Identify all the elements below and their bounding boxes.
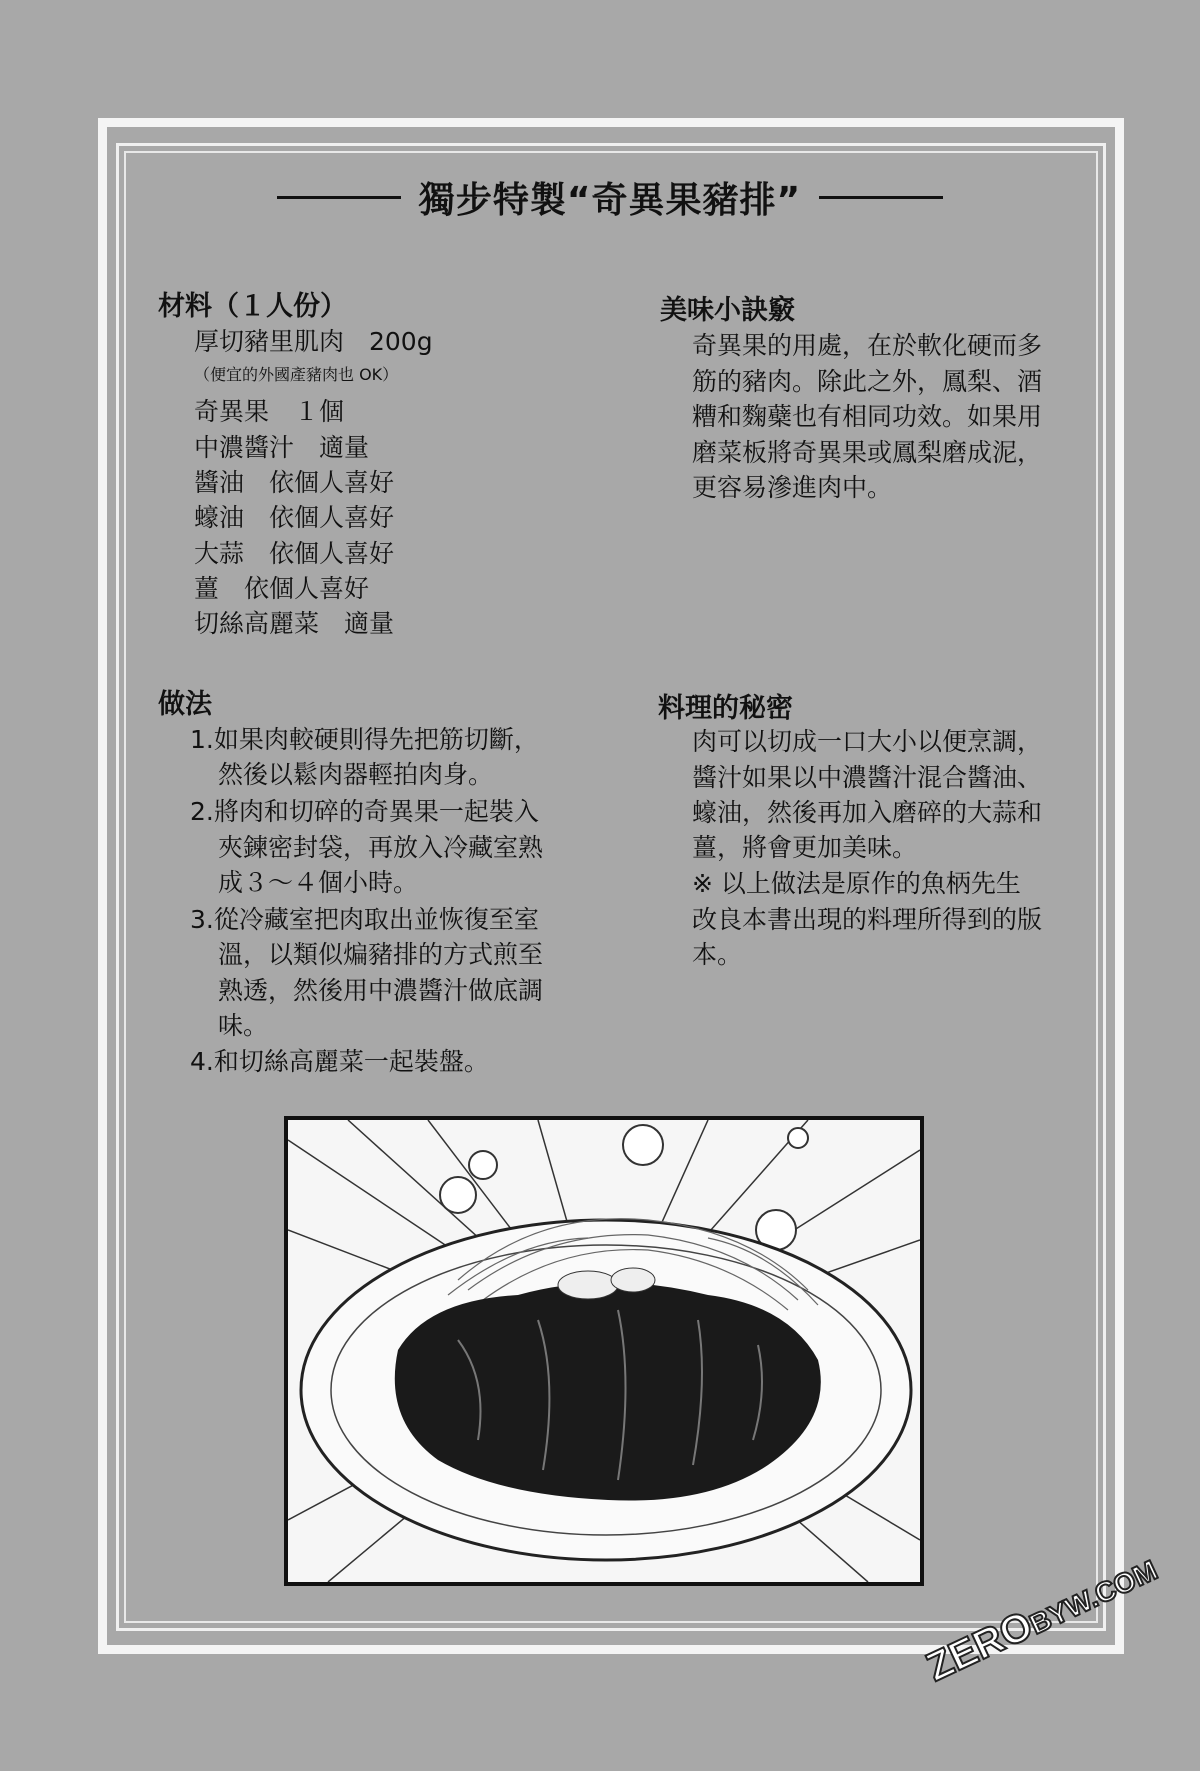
page-title [150, 172, 1070, 222]
secret-line: 肉可以切成一口大小以便烹調， [692, 727, 1043, 756]
watermark-sub: BYW.COM [1024, 1554, 1163, 1641]
secret-line: 醬汁如果以中濃醬汁混合醬油、 [692, 763, 1043, 792]
ingredients-heading: 材料（１人份） [158, 291, 347, 322]
pork-cutlet-plate-icon [288, 1120, 920, 1582]
method-step-2: 2.將肉和切碎的奇異果一起裝入 [190, 797, 539, 826]
method-step-1: 1.如果肉較硬則得先把筋切斷， [190, 725, 539, 754]
method-heading: 做法 [158, 689, 212, 720]
tips-line: 奇異果的用處，在於軟化硬而多 [692, 331, 1043, 360]
ingredient-item: 蠔油 依個人喜好 [194, 503, 395, 532]
secret-line: ※ 以上做法是原作的魚柄先生 [692, 869, 1021, 898]
tips-line: 更容易滲進肉中。 [692, 473, 893, 502]
ingredient-item: 醬油 依個人喜好 [194, 468, 395, 497]
ingredient-item: 薑 依個人喜好 [194, 574, 370, 603]
ingredient-note: （便宜的外國產豬肉也 OK） [194, 365, 399, 384]
secret-line: 本。 [692, 940, 743, 969]
method-step-4: 4.和切絲高麗菜一起裝盤。 [190, 1047, 489, 1076]
ingredient-item: 奇異果 １個 [194, 397, 345, 426]
method-step-1-cont: 然後以鬆肉器輕拍肉身。 [218, 760, 494, 789]
tips-line: 磨菜板將奇異果或鳳梨磨成泥， [692, 438, 1043, 467]
watermark-main: ZERO [920, 1603, 1040, 1690]
method-step-2-cont: 成３～４個小時。 [218, 868, 419, 897]
method-step-3-cont: 溫，以類似煸豬排的方式煎至 [218, 940, 544, 969]
method-step-3: 3.從冷藏室把肉取出並恢復至室 [190, 905, 539, 934]
secret-line: 薑，將會更加美味。 [692, 833, 918, 862]
title-text: 獨步特製“奇異果豬排” [418, 179, 802, 221]
dish-illustration [284, 1116, 924, 1586]
tips-heading: 美味小訣竅 [660, 295, 795, 326]
ingredient-item: 大蒜 依個人喜好 [194, 539, 395, 568]
secret-heading: 料理的秘密 [658, 693, 793, 724]
method-step-2-cont: 夾鍊密封袋，再放入冷藏室熟 [218, 833, 544, 862]
ingredient-item: 中濃醬汁 適量 [194, 433, 370, 462]
ingredient-item: 厚切豬里肌肉 200g [194, 327, 433, 356]
secret-line: 改良本書出現的料理所得到的版 [692, 905, 1043, 934]
ingredient-item: 切絲高麗菜 適量 [194, 609, 395, 638]
title-rule-right [819, 196, 943, 199]
method-step-3-cont: 味。 [218, 1011, 269, 1040]
tips-line: 筋的豬肉。除此之外，鳳梨、酒 [692, 367, 1043, 396]
secret-line: 蠔油，然後再加入磨碎的大蒜和 [692, 798, 1043, 827]
title-rule-left [277, 196, 401, 199]
tips-line: 糟和麴蘗也有相同功效。如果用 [692, 402, 1043, 431]
method-step-3-cont: 熟透，然後用中濃醬汁做底調 [218, 976, 544, 1005]
